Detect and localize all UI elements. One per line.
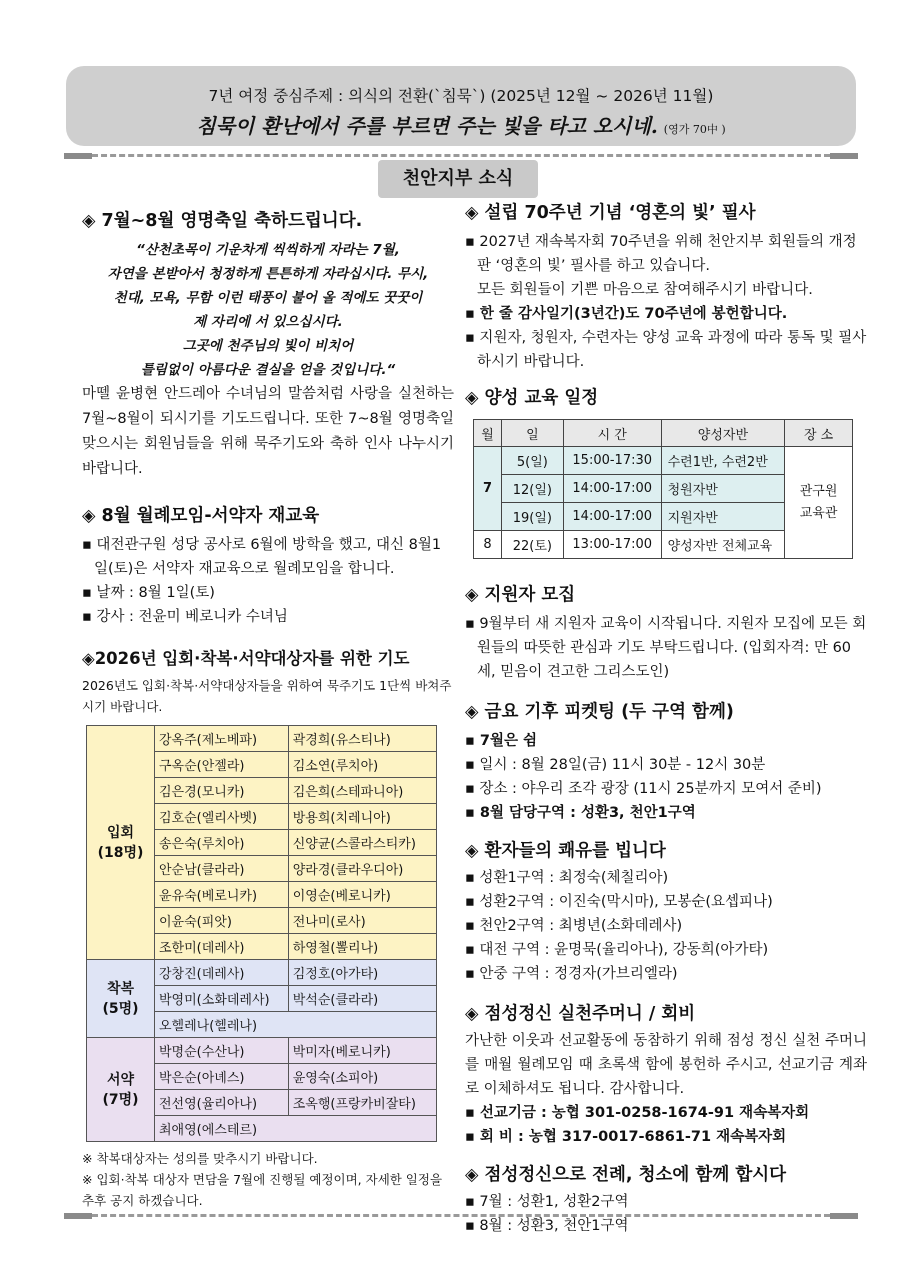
theme-verse [66, 110, 856, 139]
candidate-name: 이윤숙(피앗) [155, 908, 289, 934]
schedule-class: 수련1반, 수련2반 [661, 447, 785, 475]
candidate-name: 곽경희(유스티나) [288, 726, 436, 752]
candidate-name: 최애영(에스테르) [155, 1116, 437, 1142]
recruit-body: ▪ 9월부터 새 지원자 교육이 시작됩니다. 지원자 모집에 모든 회원들의 따뜻한 관심과 기도 부탁드립니다. (입회자격: 만 60세, 믿음이 견고한 그리스도인) [465, 616, 867, 680]
candidate-name: 조한미(데레사) [155, 934, 289, 960]
candidate-name: 김소연(루치아) [288, 752, 436, 778]
rule-cap-right-bottom [830, 1213, 858, 1219]
rule-cap-left [64, 153, 92, 159]
schedule-time: 14:00-17:00 [563, 475, 661, 503]
schedule-day: 5(일) [501, 447, 563, 475]
candidate-name: 강옥주(제노베파) [155, 726, 289, 752]
candidate-name: 방용희(치레니아) [288, 804, 436, 830]
central-theme: 7년 여정 중심주제 : 의식의 전환(`침묵`) (2025년 12월 ~ 2026년 11월) [208, 87, 714, 105]
top-divider [92, 154, 830, 157]
candidate-name: 김은경(모니카) [155, 778, 289, 804]
schedule-header: 장 소 [785, 420, 853, 447]
candidate-name: 박미자(베로니카) [288, 1038, 436, 1064]
meeting-list [82, 533, 454, 629]
schedule-day: 22(토) [501, 531, 563, 559]
schedule-header: 월 [474, 420, 502, 447]
quote-line: 자연을 본받아서 청정하게 튼튼하게 자라십시다. 무시, [107, 266, 429, 282]
healing-item: ▪ 성환2구역 : 이진숙(막시마), 모봉순(요셉피나) [465, 894, 773, 910]
schedule-class: 양성자반 전체교육 [661, 531, 785, 559]
group-label [87, 1038, 155, 1142]
schedule-title: ◈ 양성 교육 일정 [465, 388, 599, 408]
candidate-name: 박영미(소화데레사) [155, 986, 289, 1012]
candidate-row [87, 1038, 437, 1064]
schedule-time: 15:00-17:30 [563, 447, 661, 475]
candidate-name: 양라경(클라우디아) [288, 856, 436, 882]
anniversary-item: ▪ 2027년 재속복자회 70주년을 위해 천안지부 회원들의 개정판 ‘영혼의 빛’ 필사를 하고 있습니다. [465, 234, 857, 274]
schedule-row [474, 447, 853, 475]
quote-line: 천대, 모욕, 무함 이런 태풍이 불어 올 적에도 꿋꿋이 [113, 290, 423, 306]
group-count: (18명) [97, 844, 144, 861]
schedule-place: 관구원 교육관 [785, 447, 853, 559]
healing-list [465, 866, 867, 986]
schedule-month: 8 [474, 531, 502, 559]
schedule-class: 지원자반 [661, 503, 785, 531]
cleaning-title: ◈ 점성정신으로 전례, 청소에 함께 합시다 [465, 1165, 787, 1185]
fund-item: ▪ 회 비 : 농협 317-0017-6861-71 재속복자회 [465, 1129, 787, 1145]
healing-item: ▪ 천안2구역 : 최병년(소화데레사) [465, 918, 683, 934]
schedule-day: 19(일) [501, 503, 563, 531]
candidates-table [86, 725, 437, 1142]
theme-verse-note: (영가 70中 ) [663, 123, 726, 136]
meeting-item: ▪ 강사 : 전윤미 베로니카 수녀님 [82, 609, 288, 625]
fund-title: ◈ 점성정신 실천주머니 / 회비 [465, 1004, 696, 1024]
prayer-note: ※ 착복대상자는 성의를 맞추시기 바랍니다. [82, 1151, 318, 1166]
candidate-name: 구옥순(안젤라) [155, 752, 289, 778]
feast-quote [82, 238, 454, 382]
schedule-header-row [474, 420, 853, 447]
picket-item: ▪ 일시 : 8월 28일(금) 11시 30분 - 12시 30분 [465, 757, 766, 773]
prayer-note: ※ 입회·착복 대상자 면담을 7월에 진행될 예정이며, 자세한 일정을 추후 공지 하겠습니다. [82, 1172, 443, 1208]
prayer-title: ◈2026년 입회·착복·서약대상자를 위한 기도 [82, 649, 410, 668]
anniversary-item: ▪ 지원자, 청원자, 수련자는 양성 교육 과정에 따라 통독 및 필사하시기 바랍니다. [465, 330, 867, 370]
schedule-time: 13:00-17:00 [563, 531, 661, 559]
schedule-class: 청원자반 [661, 475, 785, 503]
anniversary-title: ◈ 설립 70주년 기념 ‘영혼의 빛’ 필사 [465, 203, 756, 223]
candidate-name: 하영철(뽈리나) [288, 934, 436, 960]
candidate-name: 이영순(베로니카) [288, 882, 436, 908]
group-name: 서약 [106, 1071, 135, 1088]
picket-title: ◈ 금요 기후 피켓팅 (두 구역 함께) [465, 702, 734, 722]
rule-cap-right [830, 153, 858, 159]
candidate-name: 조옥행(프랑카비잘타) [288, 1090, 436, 1116]
healing-item: ▪ 성환1구역 : 최정숙(체칠리아) [465, 870, 669, 886]
healing-item: ▪ 대전 구역 : 윤명묵(율리아나), 강동희(아가타) [465, 942, 769, 958]
candidate-name: 송은숙(루치아) [155, 830, 289, 856]
meeting-item: ▪ 날짜 : 8월 1일(토) [82, 585, 215, 601]
feast-body: 마뗄 윤병현 안드레아 수녀님의 말씀처럼 사랑을 실천하는 7월~8월이 되시기를 기도드립니다. 또한 7~8월 영명축일 맞으시는 회원님들을 위해 묵주기도와 축하 인사 나누시기 바랍니다. [82, 386, 454, 477]
candidate-name: 박명순(수산나) [155, 1038, 289, 1064]
candidate-name: 신양균(스콜라스티카) [288, 830, 436, 856]
group-label [87, 960, 155, 1038]
schedule-month: 7 [474, 447, 502, 531]
quote-line: 그곳에 천주님의 빛이 비치어 [182, 338, 354, 354]
candidate-name: 안순남(클라라) [155, 856, 289, 882]
group-count: (5명) [102, 1000, 139, 1017]
picket-item: ▪ 장소 : 야우리 조각 광장 (11시 25분까지 모여서 준비) [465, 781, 822, 797]
candidate-name: 전선영(율리아나) [155, 1090, 289, 1116]
group-count: (7명) [102, 1091, 139, 1108]
candidate-name: 박은순(아녜스) [155, 1064, 289, 1090]
fund-item: ▪ 선교기금 : 농협 301-0258-1674-91 재속복자회 [465, 1105, 810, 1121]
right-column [465, 199, 867, 1238]
candidate-name: 김호순(엘리사벳) [155, 804, 289, 830]
prayer-intro: 2026년도 입회·착복·서약대상자들을 위하여 묵주기도 1단씩 바쳐주시기 바랍니다. [82, 678, 452, 714]
picket-list [465, 729, 867, 825]
section-title: 천안지부 소식 [378, 160, 538, 198]
recruit-title: ◈ 지원자 모집 [465, 585, 576, 605]
group-label [87, 726, 155, 960]
candidate-name: 강창진(데레사) [155, 960, 289, 986]
schedule-table [473, 419, 853, 559]
cleaning-item: ▪ 7월 : 성환1, 성환2구역 [465, 1194, 629, 1210]
cleaning-item: ▪ 8월 : 성환3, 천안1구역 [465, 1218, 629, 1234]
anniversary-list [465, 230, 867, 374]
candidate-row [87, 726, 437, 752]
anniversary-item: 모든 회원들이 기쁜 마음으로 참여해주시기 바랍니다. [477, 282, 813, 298]
candidate-name: 김정호(아가타) [288, 960, 436, 986]
group-name: 입회 [106, 824, 135, 841]
theme-verse-text: 침묵이 환난에서 주를 부르면 주는 빛을 타고 오시네. [196, 114, 658, 138]
candidate-name: 윤영숙(소피아) [288, 1064, 436, 1090]
candidate-name: 박석순(클라라) [288, 986, 436, 1012]
prayer-notes [82, 1148, 454, 1211]
feast-title: ◈ 7월~8월 영명축일 축하드립니다. [82, 211, 363, 231]
meeting-item: ▪ 대전관구원 성당 공사로 6월에 방학을 했고, 대신 8월1일(토)은 서약자 재교육으로 월례모임을 합니다. [82, 537, 442, 577]
anniversary-item: ▪ 한 줄 감사일기(3년간)도 70주년에 봉헌합니다. [465, 306, 788, 322]
fund-list [465, 1101, 867, 1149]
picket-item: ▪ 7월은 쉼 [465, 733, 538, 749]
left-column [82, 205, 454, 1211]
schedule-time: 14:00-17:00 [563, 503, 661, 531]
header-banner [66, 66, 856, 146]
group-name: 착복 [106, 980, 135, 997]
healing-title: ◈ 환자들의 쾌유를 빕니다 [465, 841, 666, 861]
schedule-day: 12(일) [501, 475, 563, 503]
candidate-name: 오헬레나(헬레나) [155, 1012, 437, 1038]
quote-line: 제 자리에 서 있으십시다. [193, 314, 343, 330]
meeting-title: ◈ 8월 월례모임-서약자 재교육 [82, 506, 320, 526]
candidate-name: 김은희(스테파니아) [288, 778, 436, 804]
quote-line: 틀림없이 아름다운 결실을 얻을 것입니다.“ [140, 362, 396, 378]
schedule-header: 일 [501, 420, 563, 447]
rule-cap-left-bottom [64, 1213, 92, 1219]
healing-item: ▪ 안중 구역 : 정경자(가브리엘라) [465, 966, 678, 982]
candidate-row [87, 960, 437, 986]
fund-body: 가난한 이웃과 선교활동에 동참하기 위해 점성 정신 실천 주머니를 매월 월례모임 때 초록색 함에 봉헌하 주시고, 선교기금 계좌로 이체하셔도 됩니다. 감사합니다. [465, 1033, 867, 1097]
candidate-name: 윤유숙(베로니카) [155, 882, 289, 908]
schedule-header: 시 간 [563, 420, 661, 447]
schedule-header: 양성자반 [661, 420, 785, 447]
picket-item: ▪ 8월 담당구역 : 성환3, 천안1구역 [465, 805, 696, 821]
quote-line: “산천초목이 기운차게 씩씩하게 자라는 7월, [136, 242, 400, 258]
bottom-divider [92, 1214, 830, 1217]
candidate-name: 전나미(로사) [288, 908, 436, 934]
